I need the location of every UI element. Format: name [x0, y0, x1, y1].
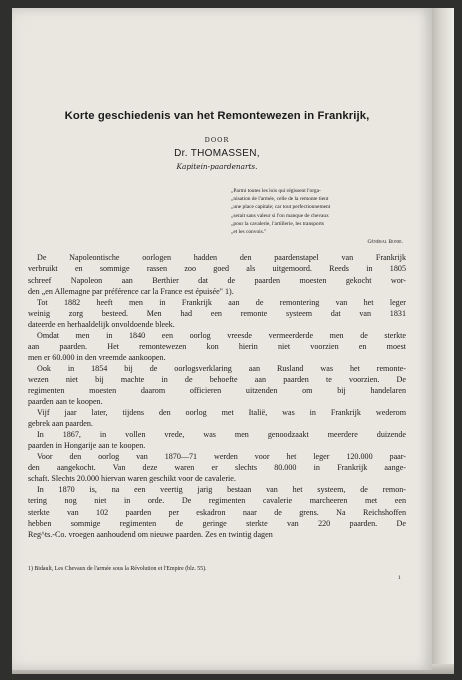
text-line: men er 60.000 in den vreemde aankoopen.	[28, 352, 166, 362]
text-line: In 1870 is, na een veertig jarig bestaan van het systeem, de remon-	[37, 485, 406, 495]
text-line: sterkte van 102 paarden per eskadron naar de grens. Na Reichshoffen	[28, 507, 406, 517]
footnote: 1) Bidault, Les Chevaux de l'armée sous la Révolution et l'Empire (blz. 55).	[28, 566, 207, 572]
paragraph	[28, 484, 406, 539]
paragraph	[28, 330, 406, 363]
paragraph	[28, 297, 406, 330]
epigraph-source: Général Bonie.	[367, 239, 403, 246]
article-body	[28, 252, 406, 539]
text-line: schaft. Slechts 20.000 hiervan waren geschikt voor de cavalerie.	[28, 474, 236, 484]
text-line: tering nog niet in orde. De regimenten cavalerie marcheeren met een	[28, 496, 406, 506]
signature-mark: 1	[398, 575, 401, 581]
text-line: den „en Allemagne par préférence car la France est épuisée" 1).	[28, 286, 234, 296]
author-role: Kapitein-paardenarts.	[176, 162, 258, 171]
text-line: weinig zorg besteed. Men had een remonte systeem dat van 1831	[28, 308, 406, 318]
text-line: paarden aan te koopen.	[28, 397, 103, 407]
text-line: paarden in Hongarije aan te koopen.	[28, 441, 146, 451]
epigraph-line: „et les convois."	[231, 229, 267, 236]
paragraph	[28, 407, 406, 429]
text-line: Ook in 1854 bij de oorlogsverklaring aan Rusland was het remonte-	[37, 363, 406, 373]
epigraph-line: „Parmi toutes les lois qui régissent l'orga-	[231, 188, 321, 194]
paragraph	[28, 363, 406, 407]
epigraph-line: „pour la cavalerie, l'artillerie, les transports	[231, 220, 325, 227]
text-line: schreef Napoleon aan Berthier dat de paarden moesten gekocht wor-	[28, 275, 406, 285]
text-line: den aangekocht. Van deze waren er slechts 80.000 in Frankrijk aange-	[28, 463, 406, 473]
text-line: hebben sommige regimenten de geringe sterkte van 220 paarden. De	[28, 518, 406, 528]
byline-label: DOOR	[204, 136, 230, 144]
paragraph	[28, 252, 406, 296]
text-line: gebrek aan paarden.	[28, 419, 93, 429]
epigraph-line: „serait sans valeur si l'on manque de chevaux	[231, 212, 329, 219]
text-line: In 1867, in vollen vrede, was men genoodzaakt meerdere duizende	[37, 430, 406, 440]
text-line: verbruikt en sommige rassen zoo goed als uitgemoord. Reeds in 1805	[28, 264, 406, 274]
text-line: dateerde en herhaaldelijk onvoldoende bleek.	[28, 319, 175, 329]
text-line: wezen niet bij machte in de behoefte aan paarden te voorzien. De	[28, 374, 406, 384]
paragraph	[28, 429, 406, 451]
page-edge-right	[432, 8, 454, 670]
article-content	[28, 110, 406, 540]
text-line: Tot 1882 heeft men in Frankrijk aan de remontering van het leger	[37, 297, 406, 307]
text-line: Reg^ts.-Co. vroegen aanhoudend om nieuwe paarden. Zes en twintig dagen	[28, 529, 273, 539]
paragraph	[28, 451, 406, 484]
author-name: Dr. THOMASSEN,	[174, 148, 260, 159]
text-line: De Napoleontische oorlogen hadden den paardenstapel van Frankrijk	[37, 253, 406, 263]
text-line: Omdat men in 1840 een oorlog vreesde vermeerderde men de sterkte	[37, 330, 406, 340]
epigraph	[231, 187, 403, 246]
text-line: Vijf jaar later, tijdens den oorlog met Italië, was in Frankrijk wederom	[37, 408, 406, 418]
text-line: aan paarden. Het remontewezen kon hierin niet voorzien en moest	[28, 341, 406, 351]
text-line: regimenten moesten daarom officieren uitzenden om bij handelaren	[28, 385, 406, 395]
epigraph-line: „nisation de l'armée, celle de la remonte tient	[231, 196, 329, 203]
text-line: Voor den oorlog van 1870—71 werden voor het leger 120.000 paar-	[37, 452, 406, 462]
article-title: Korte geschiedenis van het Remontewezen in Frankrijk,	[64, 110, 370, 122]
epigraph-line: „une place capitale; car tout perfectionnement	[231, 204, 331, 211]
